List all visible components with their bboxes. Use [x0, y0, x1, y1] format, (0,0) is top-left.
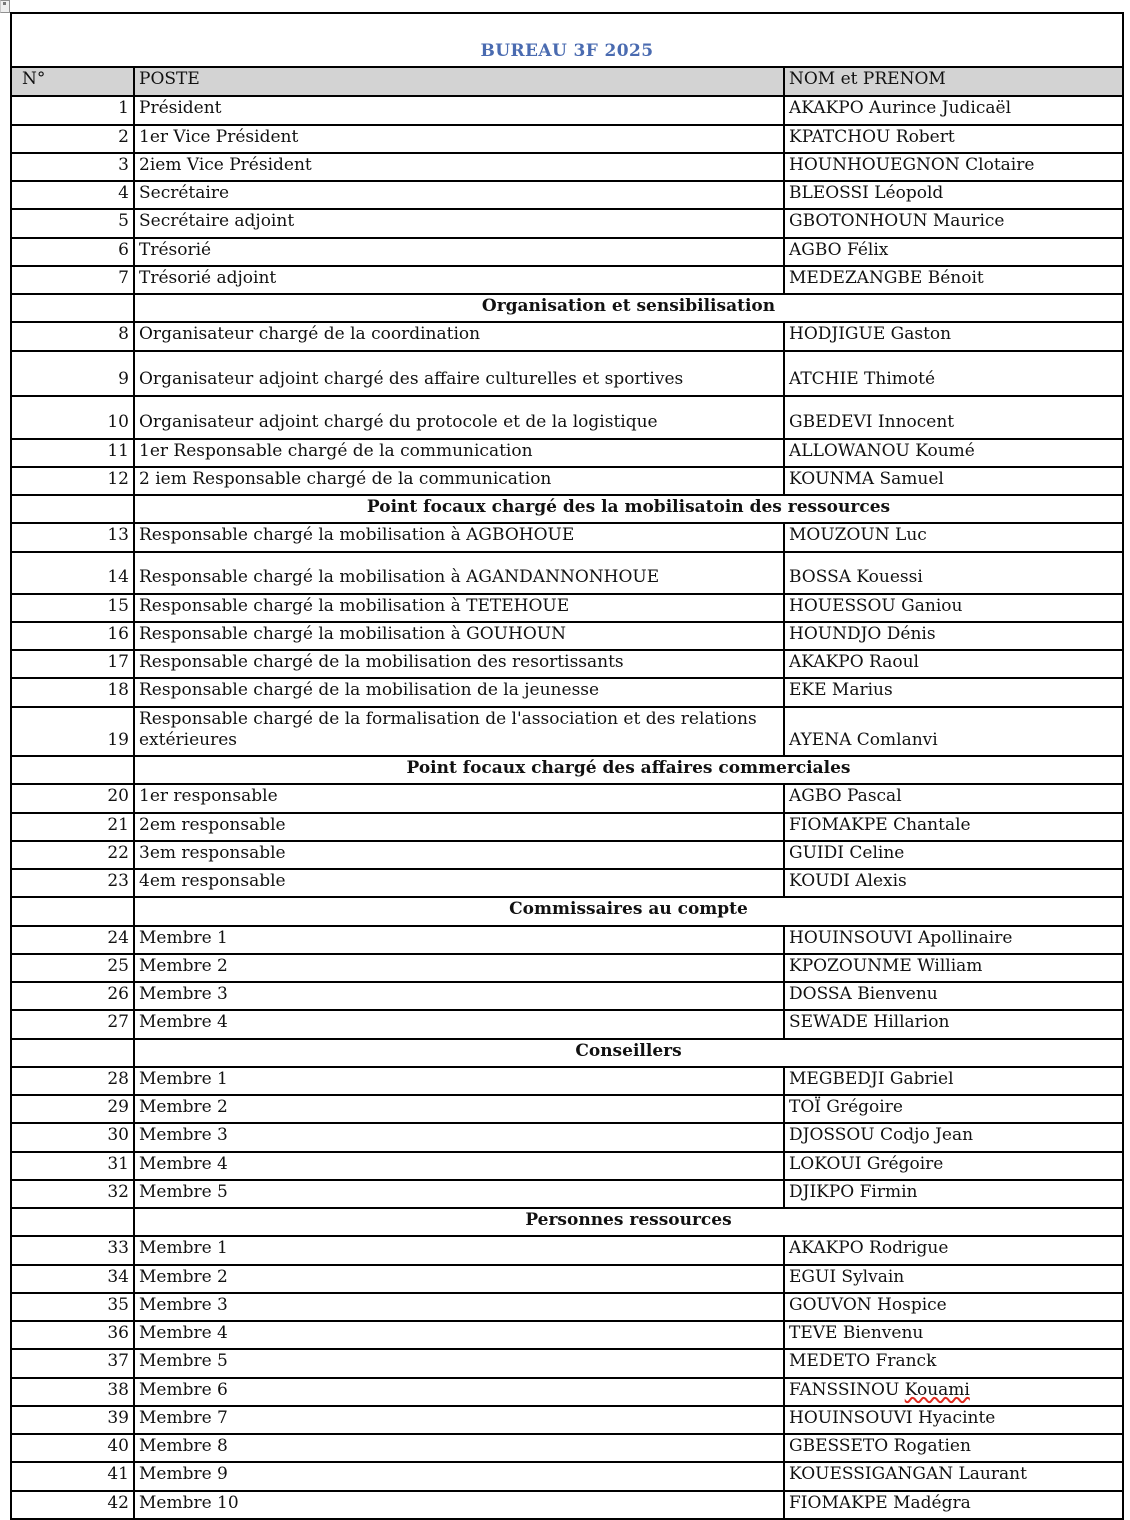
poste-cell[interactable]: Trésorié	[134, 238, 784, 266]
nom-cell[interactable]: GUIDI Celine	[784, 841, 1123, 869]
header-row	[11, 67, 1123, 96]
nom-cell[interactable]: EGUI Sylvain	[784, 1265, 1123, 1293]
nom-cell[interactable]: KOUESSIGANGAN Laurant	[784, 1462, 1123, 1490]
section-label-cell[interactable]: Conseillers	[134, 1039, 1123, 1067]
row-number-cell[interactable]: 5	[11, 209, 134, 237]
row-number-cell[interactable]: 21	[11, 813, 134, 841]
nom-cell[interactable]: HOUNDJO Dénis	[784, 622, 1123, 650]
section-empty-num-cell[interactable]	[11, 897, 134, 925]
poste-cell[interactable]: 2 iem Responsable chargé de la communication	[134, 467, 784, 495]
row-number-cell[interactable]: 29	[11, 1095, 134, 1123]
nom-cell[interactable]: DJIKPO Firmin	[784, 1180, 1123, 1208]
nom-cell[interactable]: AYENA Comlanvi	[784, 707, 1123, 757]
row-number-cell[interactable]: 19	[11, 707, 134, 757]
column-header-poste[interactable]: POSTE	[134, 67, 784, 96]
table-row	[11, 813, 1123, 841]
table-row	[11, 1123, 1123, 1151]
section-empty-num-cell[interactable]	[11, 1208, 134, 1236]
poste-cell[interactable]: Organisateur adjoint chargé des affaire culturelles et sportives	[134, 351, 784, 396]
table-row	[11, 954, 1123, 982]
poste-cell[interactable]: Membre 5	[134, 1180, 784, 1208]
row-number-cell[interactable]: 3	[11, 153, 134, 181]
nom-cell[interactable]: KPOZOUNME William	[784, 954, 1123, 982]
table-row	[11, 1180, 1123, 1208]
poste-cell[interactable]: Membre 4	[134, 1152, 784, 1180]
section-row	[11, 756, 1123, 784]
row-number-cell[interactable]: 10	[11, 396, 134, 439]
nom-cell[interactable]: KOUDI Alexis	[784, 869, 1123, 897]
poste-cell[interactable]: Membre 6	[134, 1378, 784, 1406]
row-number-cell[interactable]: 28	[11, 1067, 134, 1095]
nom-cell[interactable]: MOUZOUN Luc	[784, 523, 1123, 551]
nom-cell[interactable]: KPATCHOU Robert	[784, 125, 1123, 153]
row-number-cell[interactable]: 40	[11, 1434, 134, 1462]
poste-cell[interactable]: Membre 1	[134, 1236, 784, 1264]
row-number-cell[interactable]: 30	[11, 1123, 134, 1151]
row-number-cell[interactable]: 13	[11, 523, 134, 551]
table-row	[11, 322, 1123, 350]
poste-cell[interactable]: 1er responsable	[134, 784, 784, 812]
section-empty-num-cell[interactable]	[11, 1039, 134, 1067]
poste-cell[interactable]: Membre 2	[134, 1095, 784, 1123]
poste-cell[interactable]: Membre 3	[134, 1123, 784, 1151]
row-number-cell[interactable]: 39	[11, 1406, 134, 1434]
nom-cell[interactable]: AKAKPO Raoul	[784, 650, 1123, 678]
row-number-cell[interactable]: 15	[11, 594, 134, 622]
table-row	[11, 1067, 1123, 1095]
table-row	[11, 650, 1123, 678]
page-title[interactable]: BUREAU 3F 2025	[11, 13, 1123, 67]
table-row	[11, 1152, 1123, 1180]
row-number-cell[interactable]: 7	[11, 266, 134, 294]
nom-cell[interactable]: LOKOUI Grégoire	[784, 1152, 1123, 1180]
row-number-cell[interactable]: 4	[11, 181, 134, 209]
nom-cell[interactable]: MEGBEDJI Gabriel	[784, 1067, 1123, 1095]
nom-cell[interactable]: AGBO Pascal	[784, 784, 1123, 812]
nom-cell[interactable]: HOUINSOUVI Hyacinte	[784, 1406, 1123, 1434]
table-row	[11, 594, 1123, 622]
row-number-cell[interactable]: 42	[11, 1491, 134, 1519]
nom-cell[interactable]: FIOMAKPE Madégra	[784, 1491, 1123, 1519]
section-empty-num-cell[interactable]	[11, 756, 134, 784]
table-row	[11, 841, 1123, 869]
table-row	[11, 209, 1123, 237]
row-number-cell[interactable]: 1	[11, 96, 134, 124]
table-row	[11, 622, 1123, 650]
poste-cell[interactable]: Secrétaire	[134, 181, 784, 209]
nom-cell[interactable]: GBESSETO Rogatien	[784, 1434, 1123, 1462]
row-number-cell[interactable]: 37	[11, 1349, 134, 1377]
nom-cell[interactable]: GBEDEVI Innocent	[784, 396, 1123, 439]
table-row	[11, 439, 1123, 467]
row-number-cell[interactable]: 2	[11, 125, 134, 153]
section-label-cell[interactable]: Commissaires au compte	[134, 897, 1123, 925]
row-number-cell[interactable]: 27	[11, 1010, 134, 1038]
row-number-cell[interactable]: 24	[11, 926, 134, 954]
column-header-num[interactable]: N°	[11, 67, 134, 96]
row-number-cell[interactable]: 20	[11, 784, 134, 812]
table-row	[11, 266, 1123, 294]
row-number-cell[interactable]: 33	[11, 1236, 134, 1264]
table-row	[11, 1010, 1123, 1038]
poste-cell[interactable]: Membre 4	[134, 1010, 784, 1038]
nom-cell[interactable]: ALLOWANOU Koumé	[784, 439, 1123, 467]
misspelled-word: Kouami	[904, 1379, 970, 1400]
row-number-cell[interactable]: 35	[11, 1293, 134, 1321]
table-row	[11, 96, 1123, 124]
title-row	[11, 13, 1123, 67]
poste-cell[interactable]: Membre 3	[134, 982, 784, 1010]
table-row	[11, 467, 1123, 495]
poste-cell[interactable]: 3em responsable	[134, 841, 784, 869]
nom-cell[interactable]: TEVE Bienvenu	[784, 1321, 1123, 1349]
poste-cell[interactable]: Responsable chargé la mobilisation à AGANDANNONHOUE	[134, 552, 784, 594]
nom-cell[interactable]: DJOSSOU Codjo Jean	[784, 1123, 1123, 1151]
section-row	[11, 1208, 1123, 1236]
nom-cell[interactable]: BOSSA Kouessi	[784, 552, 1123, 594]
row-number-cell[interactable]: 8	[11, 322, 134, 350]
table-row	[11, 1434, 1123, 1462]
poste-cell[interactable]: 1er Vice Président	[134, 125, 784, 153]
row-number-cell[interactable]: 12	[11, 467, 134, 495]
poste-cell[interactable]: 2iem Vice Président	[134, 153, 784, 181]
table-row	[11, 784, 1123, 812]
poste-cell[interactable]: 4em responsable	[134, 869, 784, 897]
nom-cell[interactable]: BLEOSSI Léopold	[784, 181, 1123, 209]
nom-cell[interactable]: FANSSINOU Kouami	[784, 1378, 1123, 1406]
poste-cell[interactable]: Responsable chargé la mobilisation à TETEHOUE	[134, 594, 784, 622]
section-empty-num-cell[interactable]	[11, 294, 134, 322]
poste-cell[interactable]: Président	[134, 96, 784, 124]
row-number-cell[interactable]: 22	[11, 841, 134, 869]
nom-cell[interactable]: HOUINSOUVI Apollinaire	[784, 926, 1123, 954]
nom-cell[interactable]: HOUESSOU Ganiou	[784, 594, 1123, 622]
nom-cell[interactable]: EKE Marius	[784, 678, 1123, 706]
poste-cell[interactable]: Membre 4	[134, 1321, 784, 1349]
row-number-cell[interactable]: 9	[11, 351, 134, 396]
poste-cell[interactable]: 1er Responsable chargé de la communication	[134, 439, 784, 467]
poste-cell[interactable]: Membre 1	[134, 1067, 784, 1095]
poste-cell[interactable]: Responsable chargé de la mobilisation des resortissants	[134, 650, 784, 678]
bureau-table	[10, 12, 1124, 1520]
table-row	[11, 181, 1123, 209]
poste-cell[interactable]: Responsable chargé de la formalisation de l'association et des relations extérieures	[134, 707, 784, 757]
table-row	[11, 523, 1123, 551]
nom-cell[interactable]: SEWADE Hillarion	[784, 1010, 1123, 1038]
table-row	[11, 1349, 1123, 1377]
section-label-cell[interactable]: Point focaux chargé des la mobilisatoin des ressources	[134, 495, 1123, 523]
nom-cell[interactable]: MEDEZANGBE Bénoit	[784, 266, 1123, 294]
table-row	[11, 552, 1123, 594]
column-header-nom[interactable]: NOM et PRENOM	[784, 67, 1123, 96]
poste-cell[interactable]: Trésorié adjoint	[134, 266, 784, 294]
nom-cell[interactable]: TOÏ Grégoire	[784, 1095, 1123, 1123]
section-row	[11, 897, 1123, 925]
table-row	[11, 1265, 1123, 1293]
poste-cell[interactable]: Secrétaire adjoint	[134, 209, 784, 237]
table-row	[11, 153, 1123, 181]
nom-cell[interactable]: ATCHIE Thimoté	[784, 351, 1123, 396]
row-number-cell[interactable]: 32	[11, 1180, 134, 1208]
table-row	[11, 926, 1123, 954]
row-number-cell[interactable]: 18	[11, 678, 134, 706]
table-row	[11, 1491, 1123, 1519]
row-number-cell[interactable]: 16	[11, 622, 134, 650]
nom-cell[interactable]: AGBO Félix	[784, 238, 1123, 266]
nom-cell[interactable]: AKAKPO Aurince Judicaël	[784, 96, 1123, 124]
table-row	[11, 1095, 1123, 1123]
poste-cell[interactable]: Membre 2	[134, 1265, 784, 1293]
section-label-cell[interactable]: Point focaux chargé des affaires commerciales	[134, 756, 1123, 784]
poste-cell[interactable]: Membre 7	[134, 1406, 784, 1434]
table-row	[11, 1378, 1123, 1406]
row-number-cell[interactable]: 6	[11, 238, 134, 266]
table-row	[11, 1462, 1123, 1490]
table-row	[11, 396, 1123, 439]
row-number-cell[interactable]: 11	[11, 439, 134, 467]
row-number-cell[interactable]: 36	[11, 1321, 134, 1349]
nom-cell[interactable]: GBOTONHOUN Maurice	[784, 209, 1123, 237]
table-row	[11, 1293, 1123, 1321]
nom-cell[interactable]: AKAKPO Rodrigue	[784, 1236, 1123, 1264]
table-row	[11, 707, 1123, 757]
section-label-cell[interactable]: Personnes ressources	[134, 1208, 1123, 1236]
section-empty-num-cell[interactable]	[11, 495, 134, 523]
row-number-cell[interactable]: 38	[11, 1378, 134, 1406]
poste-cell[interactable]: Responsable chargé de la mobilisation de la jeunesse	[134, 678, 784, 706]
table-row	[11, 1406, 1123, 1434]
table-body	[11, 13, 1123, 1519]
poste-cell[interactable]: 2em responsable	[134, 813, 784, 841]
row-number-cell[interactable]: 23	[11, 869, 134, 897]
row-number-cell[interactable]: 17	[11, 650, 134, 678]
row-number-cell[interactable]: 14	[11, 552, 134, 594]
poste-cell[interactable]: Responsable chargé la mobilisation à AGBOHOUE	[134, 523, 784, 551]
row-number-cell[interactable]: 31	[11, 1152, 134, 1180]
poste-cell[interactable]: Responsable chargé la mobilisation à GOUHOUN	[134, 622, 784, 650]
nom-cell[interactable]: HODJIGUE Gaston	[784, 322, 1123, 350]
poste-cell[interactable]: Organisateur adjoint chargé du protocole et de la logistique	[134, 396, 784, 439]
row-number-cell[interactable]: 26	[11, 982, 134, 1010]
table-row	[11, 869, 1123, 897]
section-row	[11, 1039, 1123, 1067]
nom-cell[interactable]: GOUVON Hospice	[784, 1293, 1123, 1321]
window-corner-fragment-icon	[0, 0, 10, 13]
nom-cell[interactable]: DOSSA Bienvenu	[784, 982, 1123, 1010]
poste-cell[interactable]: Membre 2	[134, 954, 784, 982]
nom-cell[interactable]: HOUNHOUEGNON Clotaire	[784, 153, 1123, 181]
table-row	[11, 351, 1123, 396]
table-row	[11, 125, 1123, 153]
table-row	[11, 982, 1123, 1010]
section-row	[11, 294, 1123, 322]
table-row	[11, 678, 1123, 706]
poste-cell[interactable]: Membre 1	[134, 926, 784, 954]
section-label-cell[interactable]: Organisation et sensibilisation	[134, 294, 1123, 322]
nom-cell[interactable]: FIOMAKPE Chantale	[784, 813, 1123, 841]
row-number-cell[interactable]: 25	[11, 954, 134, 982]
table-row	[11, 238, 1123, 266]
poste-cell[interactable]: Organisateur chargé de la coordination	[134, 322, 784, 350]
table-row	[11, 1321, 1123, 1349]
poste-cell[interactable]: Membre 10	[134, 1491, 784, 1519]
table-row	[11, 1236, 1123, 1264]
poste-cell[interactable]: Membre 3	[134, 1293, 784, 1321]
nom-cell[interactable]: MEDETO Franck	[784, 1349, 1123, 1377]
nom-cell[interactable]: KOUNMA Samuel	[784, 467, 1123, 495]
section-row	[11, 495, 1123, 523]
row-number-cell[interactable]: 41	[11, 1462, 134, 1490]
poste-cell[interactable]: Membre 8	[134, 1434, 784, 1462]
poste-cell[interactable]: Membre 9	[134, 1462, 784, 1490]
row-number-cell[interactable]: 34	[11, 1265, 134, 1293]
poste-cell[interactable]: Membre 5	[134, 1349, 784, 1377]
